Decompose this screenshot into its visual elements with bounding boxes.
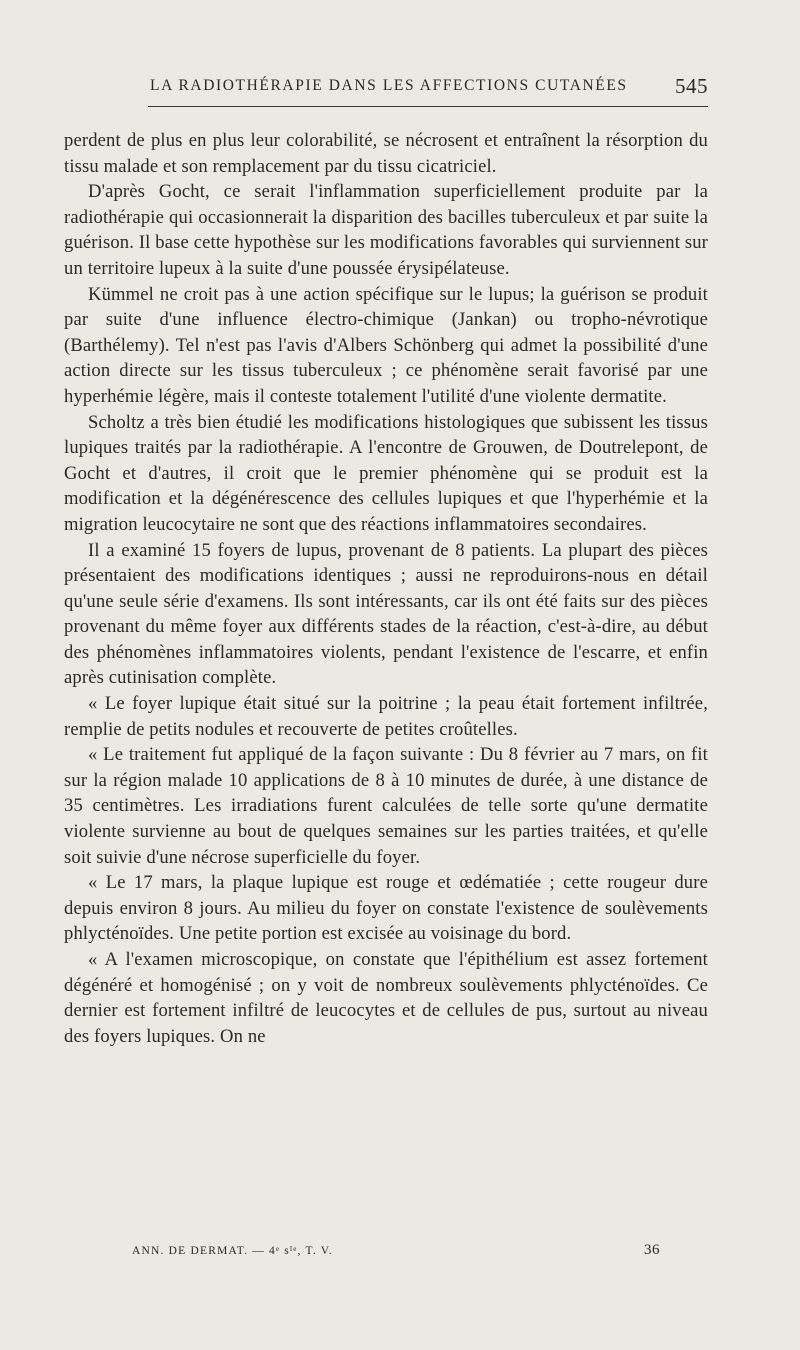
paragraph-quote-examen: « A l'examen microscopique, on constate que l'épithélium est assez fortement dégénéré et homogénisé ; on y voit de nombreux soulèvements phlycténoïdes. Ce dernier est fortement infiltré de leucocytes et de cellules de pus, surtout au niveau des foyers lupiques. On ne: [64, 949, 708, 1047]
page-number: 545: [675, 74, 708, 98]
paragraph-continuation: perdent de plus en plus leur colorabilité, se nécrosent et entraînent la résorption du tissu malade et son remplacement par du tissu cicatriciel.: [64, 130, 708, 177]
running-title: LA RADIOTHÉRAPIE DANS LES AFFECTIONS CUTANÉES: [150, 77, 628, 94]
page-footer: [132, 1241, 660, 1261]
running-header: [150, 74, 708, 98]
paragraph-quote-17-mars: « Le 17 mars, la plaque lupique est rouge et œdématiée ; cette rougeur dure depuis environ 8 jours. Au milieu du foyer on constate l'existence de soulèvements phlycténoïdes. Une petite portion est excisée au voisinage du bord.: [64, 872, 708, 945]
paragraph-scholtz: Scholtz a très bien étudié les modifications histologiques que subissent les tissus lupiques traités par la radiothérapie. A l'encontre de Grouwen, de Doutrelepont, de Gocht et d'autres, il croit que le premier phénomène qui se produit est la modification et la dégénérescence des cellules lupiques et que l'hyperhémie et la migration leucocytaire ne sont que des réactions inflammatoires secondaires.: [64, 411, 708, 535]
paragraph-gocht: D'après Gocht, ce serait l'inflammation superficiellement produite par la radiothérapie qui occasionnerait la disparition des bacilles tuberculeux et par suite la guérison. Il base cette hypothèse sur les modifications favorables qui surviennent sur un territoire lupeux à la suite d'une poussée érysipélateuse.: [64, 181, 708, 279]
body-text: [64, 128, 708, 1049]
paragraph-kummel: Kümmel ne croit pas à une action spécifique sur le lupus; la guérison se produit par suite d'une influence électro-chimique (Jankan) ou tropho-névrotique (Barthélemy). Tel n'est pas l'avis d'Albers Schönberg qui admet la possibilité d'une action directe sur les tissus tuberculeux ; ce phénomène serait favorisé par une hyperhémie légère, mais il conteste totalement l'utilité d'une violente dermatite.: [64, 283, 708, 407]
paragraph-examination: Il a examiné 15 foyers de lupus, provenant de 8 patients. La plupart des pièces présentaient des modifications identiques ; aussi ne reproduirons-nous en détail qu'une seule série d'examens. Ils sont intéressants, car ils ont été faits sur des pièces provenant du même foyer aux différents stades de la réaction, c'est-à-dire, au début des phénomènes inflammatoires violents, pendant l'existence de l'escarre, et enfin après cutinisation complète.: [64, 539, 708, 689]
header-rule: [148, 106, 708, 107]
signature-mark: 36: [644, 1242, 660, 1258]
journal-reference: ANN. DE DERMAT. — 4ᵉ sᴵᵉ, T. V.: [132, 1245, 333, 1257]
paragraph-quote-foyer: « Le foyer lupique était situé sur la poitrine ; la peau était fortement infiltrée, remplie de petits nodules et recouverte de petites croûtelles.: [64, 693, 708, 740]
paragraph-quote-traitement: « Le traitement fut appliqué de la façon suivante : Du 8 février au 7 mars, on fit sur la région malade 10 applications de 8 à 10 minutes de durée, à une distance de 35 centimètres. Les irradiations furent calculées de telle sorte qu'une dermatite violente survienne au bout de quelques semaines sur les parties traitées, et qu'elle soit suivie d'une nécrose superficielle du foyer.: [64, 744, 708, 868]
